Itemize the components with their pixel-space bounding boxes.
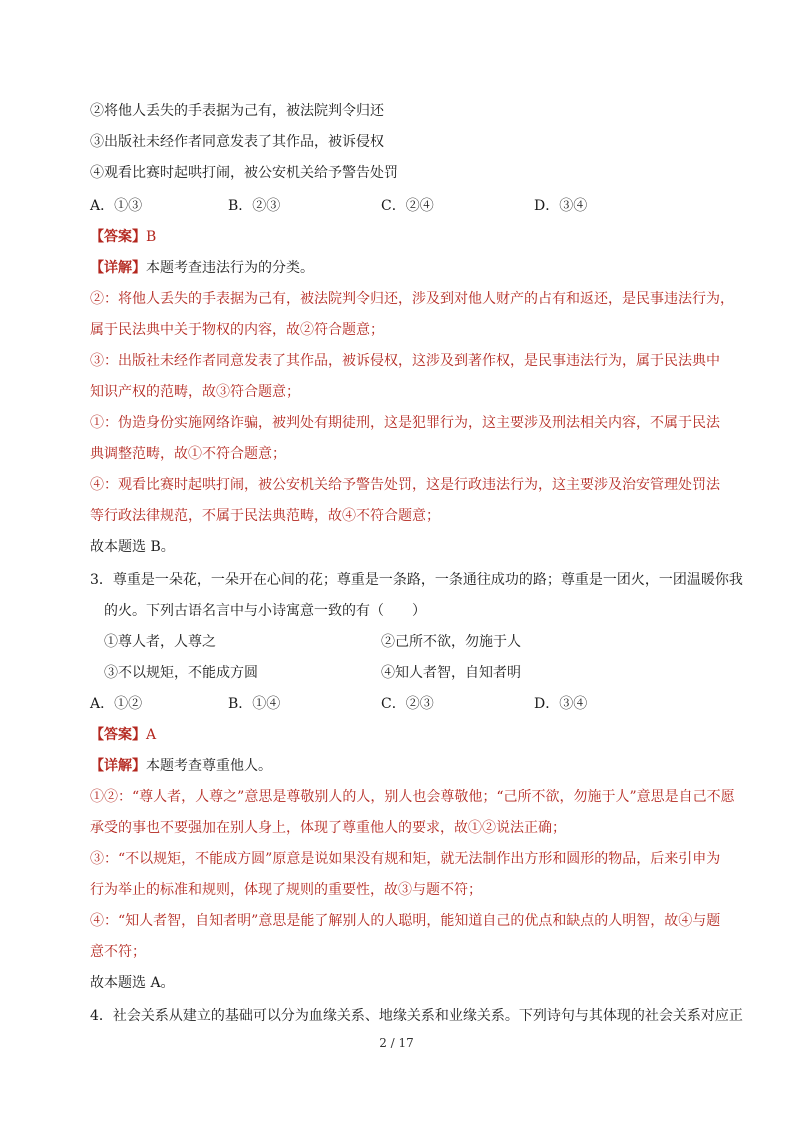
q2-item-3: ③出版社未经作者同意发表了其作品，被诉侵权: [90, 134, 384, 150]
q3-explanation-line: 承受的事也不要强加在别人身上，体现了尊重他人的要求，故①②说法正确；: [90, 820, 566, 836]
q2-explanation-line: ④：观看比赛时起哄打闹，被公安机关给予警告处罚，这是行政违法行为，这主要涉及治安管理处罚法: [90, 477, 720, 493]
q3-explanation-line: ④：“知人者智，自知者明”意思是能了解别人的人聪明，能知道自己的优点和缺点的人明智，故④与题: [90, 913, 721, 929]
q3-stem-line: 的火。下列古语名言中与小诗寓意一致的有（ ）: [104, 603, 426, 619]
q3-option-b: B．①④: [228, 696, 281, 712]
answer-tag: 【答案】: [90, 229, 146, 245]
q2-explanation-line: 知识产权的范畴，故③符合题意；: [90, 384, 300, 400]
q3-item-3: ③不以规矩，不能成方圆: [104, 665, 258, 681]
detail-intro: 本题考查违法行为的分类。: [146, 260, 314, 276]
q3-item-4: ④知人者智，自知者明: [381, 665, 521, 681]
q2-conclusion: 故本题选 B。: [90, 539, 175, 555]
q3-explanation-line: ①②：“尊人者，人尊之”意思是尊敬别人的人，别人也会尊敬他；“己所不欲，勿施于人”意思是自己不愿: [90, 789, 735, 805]
q2-explanation-line: ②：将他人丢失的手表据为己有，被法院判令归还，涉及到对他人财产的占有和返还，是民事违法行为，: [90, 291, 734, 307]
answer-value: B: [146, 229, 157, 245]
q3-explanation-line: ③：“不以规矩，不能成方圆”原意是说如果没有规和矩，就无法制作出方形和圆形的物品，后来引申为: [90, 851, 721, 867]
q2-option-c: C．②④: [381, 198, 434, 214]
page-number: 2 / 17: [379, 1036, 414, 1050]
q3-option-a: A．①②: [90, 696, 143, 712]
q2-option-a: A．①③: [90, 198, 143, 214]
q3-answer: [90, 724, 156, 746]
q3-explanation-line: 行为举止的标准和规则，体现了规则的重要性，故③与题不符；: [90, 882, 482, 898]
q2-explanation-line: ③：出版社未经作者同意发表了其作品，被诉侵权，这涉及到著作权，是民事违法行为，属于民法典中: [90, 353, 720, 369]
q2-item-2: ②将他人丢失的手表据为己有，被法院判令归还: [90, 103, 384, 119]
q3-item-1: ①尊人者，人尊之: [104, 634, 216, 650]
q3-detail: [90, 755, 272, 777]
detail-tag: 【详解】: [90, 260, 146, 276]
detail-intro: 本题考查尊重他人。: [146, 758, 272, 774]
q3-item-2: ②己所不欲，勿施于人: [381, 634, 521, 650]
answer-tag: 【答案】: [90, 727, 146, 743]
q3-stem-line: 3．尊重是一朵花，一朵开在心间的花；尊重是一条路，一条通往成功的路；尊重是一团火，一团温暖你我: [90, 572, 743, 588]
q2-answer: [90, 226, 156, 248]
q3-option-c: C．②③: [381, 696, 434, 712]
q2-detail: [90, 257, 314, 279]
detail-tag: 【详解】: [90, 758, 146, 774]
q2-explanation-line: 等行政法律规范，不属于民法典范畴，故④不符合题意；: [90, 508, 440, 524]
q2-explanation-line: ①：伪造身份实施网络诈骗，被判处有期徒刑，这是犯罪行为，这主要涉及刑法相关内容，不属于民法: [90, 415, 720, 431]
q2-explanation-line: 属于民法典中关于物权的内容，故②符合题意；: [90, 322, 384, 338]
q4-stem-line: 4．社会关系从建立的基础可以分为血缘关系、地缘关系和业缘关系。下列诗句与其体现的社会关系对应正: [90, 1008, 743, 1024]
q3-option-d: D．③④: [534, 696, 588, 712]
q2-option-b: B．②③: [228, 198, 281, 214]
q2-explanation-line: 典调整范畴，故①不符合题意；: [90, 446, 286, 462]
q2-item-4: ④观看比赛时起哄打闹，被公安机关给予警告处罚: [90, 165, 398, 181]
q3-conclusion: 故本题选 A。: [90, 975, 175, 991]
q2-option-d: D．③④: [534, 198, 588, 214]
answer-value: A: [146, 727, 157, 743]
q3-explanation-line: 意不符；: [90, 944, 146, 960]
